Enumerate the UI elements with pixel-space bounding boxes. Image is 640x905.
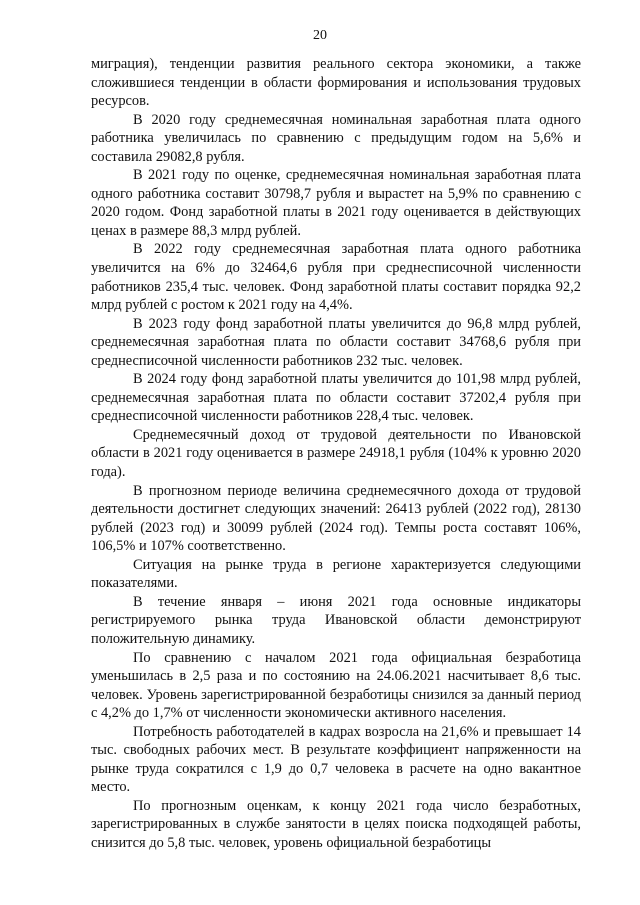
paragraph-unemployment-forecast: По прогнозным оценкам, к концу 2021 года число безработных, зарегистрированных в службе занятости в целях поиска подходящей работы, снизится до 5,8 тыс. человек, уровень официальной безработицы	[91, 797, 581, 851]
paragraph-migration-continuation: миграция), тенденции развития реального сектора экономики, а также сложившиеся тенденции в области формирования и использования трудовых ресурсов.	[91, 56, 581, 110]
paragraph-employer-demand: Потребность работодателей в кадрах возросла на 21,6% и превышает 14 тыс. свободных рабочих мест. В результате коэффициент напряженности на рынке труда сократился с 1,9 до 0,7 человека в расчете на одно вакантное место.	[91, 723, 581, 796]
paragraph-unemployment: По сравнению с началом 2021 года официальная безработица уменьшилась в 2,5 раза и по состоянию на 24.06.2021 насчитывает 8,6 тыс. человек. Уровень зарегистрированной безработицы снизился за данный период с 4,2% до 1,7% от численности экономически активного населения.	[91, 649, 581, 722]
paragraph-income-forecast: В прогнозном периоде величина среднемесячного дохода от трудовой деятельности достигнет следующих значений: 26413 рублей (2022 год), 28130 рублей (2023 год) и 30099 рублей (2024 год). Темпы роста составят 106%, 106,5% и 107% соответственно.	[91, 482, 581, 555]
page-number: 20	[313, 28, 327, 43]
paragraph-labor-indicators: В течение января – июня 2021 года основные индикаторы регистрируемого рынка труда Ивановской области демонстрируют положительную динамику.	[91, 593, 581, 647]
paragraph-2022-wage: В 2022 году среднемесячная заработная плата одного работника увеличится на 6% до 32464,6 рубля при среднесписочной численности работников 235,4 тыс. человек. Фонд заработной платы составит порядка 92,2 млрд рублей с ростом к 2021 году на 4,4%.	[91, 241, 581, 314]
paragraph-2023-wage: В 2023 году фонд заработной платы увеличится до 96,8 млрд рублей, среднемесячная заработная плата по области составит 34768,6 рубля при среднесписочной численности работников 232 тыс. человек.	[91, 315, 581, 369]
paragraph-2020-wage: В 2020 году среднемесячная номинальная заработная плата одного работника увеличилась по сравнению с предыдущим годом на 5,6% и составила 29082,8 рубля.	[91, 111, 581, 165]
paragraph-2024-wage: В 2024 году фонд заработной платы увеличится до 101,98 млрд рублей, среднемесячная заработная плата по области составит 37202,4 рубля при среднесписочной численности работников 228,4 тыс. человек.	[91, 371, 581, 425]
paragraph-labor-market-intro: Ситуация на рынке труда в регионе характеризуется следующими показателями.	[91, 556, 581, 592]
paragraph-income-2021: Среднемесячный доход от трудовой деятельности по Ивановской области в 2021 году оценивается в размере 24918,1 рубля (104% к уровню 2020 года).	[91, 426, 581, 481]
body-text	[91, 55, 581, 853]
paragraph-2021-wage: В 2021 году по оценке, среднемесячная номинальная заработная плата одного работника составит 30798,7 рубля и вырастет на 5,9% по сравнению с 2020 годом. Фонд заработной платы в 2021 году оценивается в действующих ценах в размере 88,3 млрд рублей.	[91, 167, 581, 239]
